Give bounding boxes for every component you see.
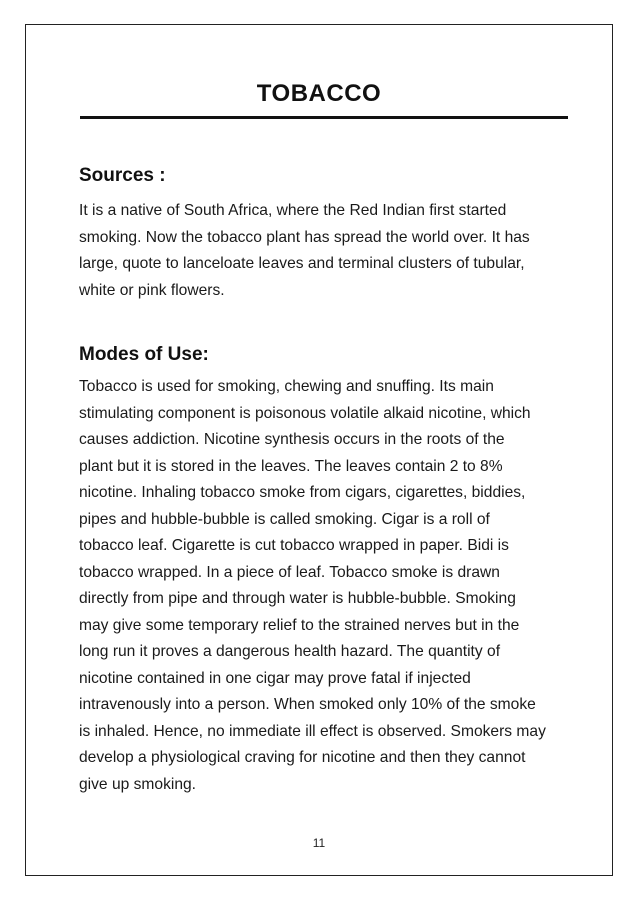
- paragraph-line: develop a physiological craving for nicotine and then they cannot: [79, 749, 526, 766]
- sources-paragraph: [79, 198, 579, 304]
- page-title: TOBACCO: [256, 80, 382, 107]
- title-underline: [80, 116, 568, 119]
- modes-of-use-heading: Modes of Use:: [79, 344, 209, 365]
- paragraph-line: nicotine. Inhaling tobacco smoke from cigars, cigarettes, biddies,: [79, 484, 526, 501]
- paragraph-line: causes addiction. Nicotine synthesis occurs in the roots of the: [79, 431, 505, 448]
- paragraph-line: pipes and hubble-bubble is called smoking. Cigar is a roll of: [79, 510, 490, 528]
- paragraph-line: intravenously into a person. When smoked only 10% of the smoke: [79, 696, 536, 713]
- paragraph-line: It is a native of South Africa, where the Red Indian first started: [79, 202, 507, 219]
- paragraph-line: tobacco wrapped. In a piece of leaf. Tobacco smoke is drawn: [79, 563, 500, 581]
- paragraph-line: smoking. Now the tobacco plant has spread the world over. It has: [79, 228, 530, 246]
- paragraph-line: white or pink flowers.: [79, 281, 225, 299]
- paragraph-line: is inhaled. Hence, no immediate ill effect is observed. Smokers may: [79, 722, 546, 740]
- paragraph-line: large, quote to lanceloate leaves and terminal clusters of tubular,: [79, 255, 525, 272]
- modes-of-use-paragraph: [79, 374, 579, 798]
- paragraph-line: long run it proves a dangerous health hazard. The quantity of: [79, 643, 501, 660]
- page-number: 11: [312, 836, 326, 850]
- paragraph-line: nicotine contained in one cigar may prove fatal if injected: [79, 669, 471, 687]
- paragraph-line: give up smoking.: [79, 775, 197, 793]
- paragraph-line: tobacco leaf. Cigarette is cut tobacco wrapped in paper. Bidi is: [79, 537, 509, 554]
- paragraph-line: directly from pipe and through water is hubble-bubble. Smoking: [79, 590, 516, 607]
- paragraph-line: stimulating component is poisonous volatile alkaid nicotine, which: [79, 404, 531, 422]
- paragraph-line: may give some temporary relief to the strained nerves but in the: [79, 616, 520, 634]
- paragraph-line: plant but it is stored in the leaves. The leaves contain 2 to 8%: [79, 457, 503, 475]
- paragraph-line: Tobacco is used for smoking, chewing and snuffing. Its main: [79, 378, 494, 395]
- sources-heading: Sources :: [79, 165, 166, 186]
